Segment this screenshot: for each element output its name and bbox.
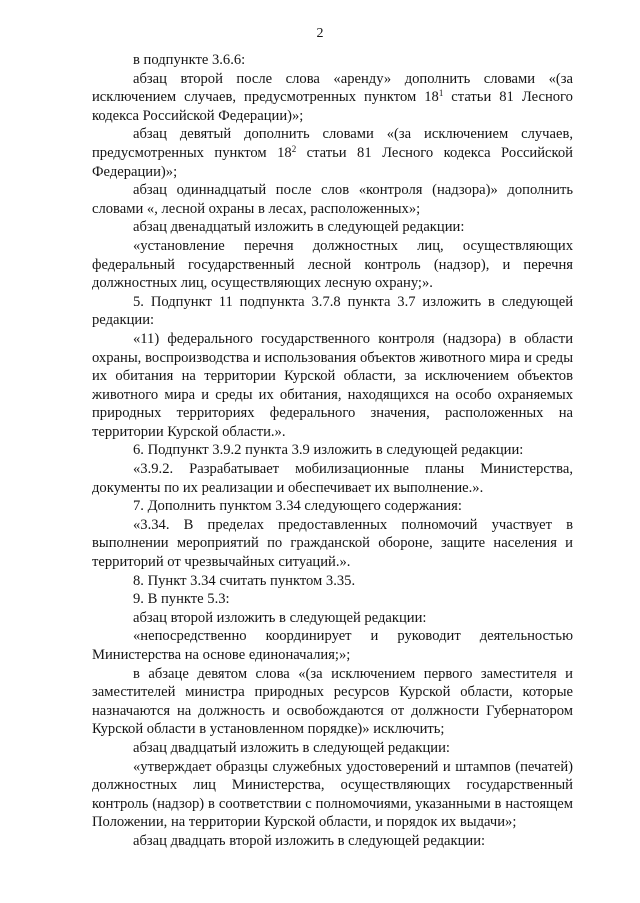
paragraph-ninth-abzac-5-3: в абзаце девятом слова «(за исключением первого заместителя и заместителей министра природных ресурсов Курской области, которые назначаются на должность и освобождаются от должности Губернатором Курской области в установленном порядке)» исключить; bbox=[92, 665, 573, 738]
page-number: 2 bbox=[316, 26, 324, 41]
paragraph-twenty-second-abzac: абзац двадцать второй изложить в следующей редакции: bbox=[133, 832, 486, 849]
paragraph-item-8: 8. Пункт 3.34 считать пунктом 3.35. bbox=[133, 572, 356, 589]
paragraph-twentieth-abzac: абзац двадцатый изложить в следующей редакции: bbox=[133, 739, 450, 756]
paragraph-twentieth-abzac-text: «утверждает образцы служебных удостоверений и штампов (печатей) должностных лиц Министерства, осуществляющих государственный контроль (надзор) в соответствии с полномочиями, указанными в настоящем Положении, на территории Курской области, и порядок их выдачи»; bbox=[92, 758, 573, 831]
paragraph-item-6-text: «3.9.2. Разрабатывает мобилизационные планы Министерства, документы по их реализации и обеспечивает их выполнение.». bbox=[92, 461, 573, 496]
paragraph-ninth-abzac: абзац девятый дополнить словами «(за исключением случаев, предусмотренных пунктом $18^2$ статьи 81 Лесного кодекса Российской Федерации)»; bbox=[92, 126, 573, 180]
superscript-2: 2 bbox=[291, 143, 297, 154]
paragraph-item-6: 6. Подпункт 3.9.2 пункта 3.9 изложить в следующей редакции: bbox=[133, 442, 524, 459]
document-body bbox=[92, 51, 573, 851]
paragraph-item-7: 7. Дополнить пунктом 3.34 следующего содержания: bbox=[133, 498, 462, 515]
paragraph-twelfth-abzac: абзац двенадцатый изложить в следующей редакции: bbox=[133, 219, 465, 236]
paragraph-item-5: 5. Подпункт 11 подпункта 3.7.8 пункта 3.7 изложить в следующей редакции: bbox=[92, 293, 573, 329]
paragraph-item-7-text: «3.34. В пределах предоставленных полномочий участвует в выполнении мероприятий по гражданской обороне, защите населения и территорий от чрезвычайных ситуаций.». bbox=[92, 516, 573, 571]
superscript-1: 1 bbox=[438, 88, 444, 99]
paragraph-twelfth-abzac-text: «установление перечня должностных лиц, осуществляющих федеральный государственный лесной контроль (надзор), и перечня должностных лиц, осуществляющих лесную охрану;». bbox=[92, 237, 573, 292]
paragraph-second-abzac-arenda: абзац второй после слова «аренду» дополнить словами «(за исключением случаев, предусмотренных пунктом $18^1$ статьи 81 Лесного кодекса Российской Федерации)»; bbox=[92, 70, 573, 124]
paragraph-second-abzac-5-3-text: «непосредственно координирует и руководит деятельностью Министерства на основе единоначалия;»; bbox=[92, 628, 573, 663]
paragraph-eleventh-abzac: абзац одиннадцатый после слов «контроля (надзора)» дополнить словами «, лесной охраны в лесах, расположенных»; bbox=[92, 182, 573, 217]
paragraph-subclause-3-6-6: в подпункте 3.6.6: bbox=[133, 52, 246, 68]
paragraph-item-5-text: «11) федерального государственного контроля (надзора) в области охраны, воспроизводства и использования объектов животного мира и среды их обитания на территории Курской области, за исключением объектов животного мира и среды их обитания, находящихся на особо охраняемых природных территориях федерального значения, расположенных на территории Курской области.». bbox=[92, 330, 573, 440]
paragraph-second-abzac-5-3: абзац второй изложить в следующей редакции: bbox=[133, 609, 427, 626]
paragraph-item-9: 9. В пункте 5.3: bbox=[133, 591, 230, 608]
